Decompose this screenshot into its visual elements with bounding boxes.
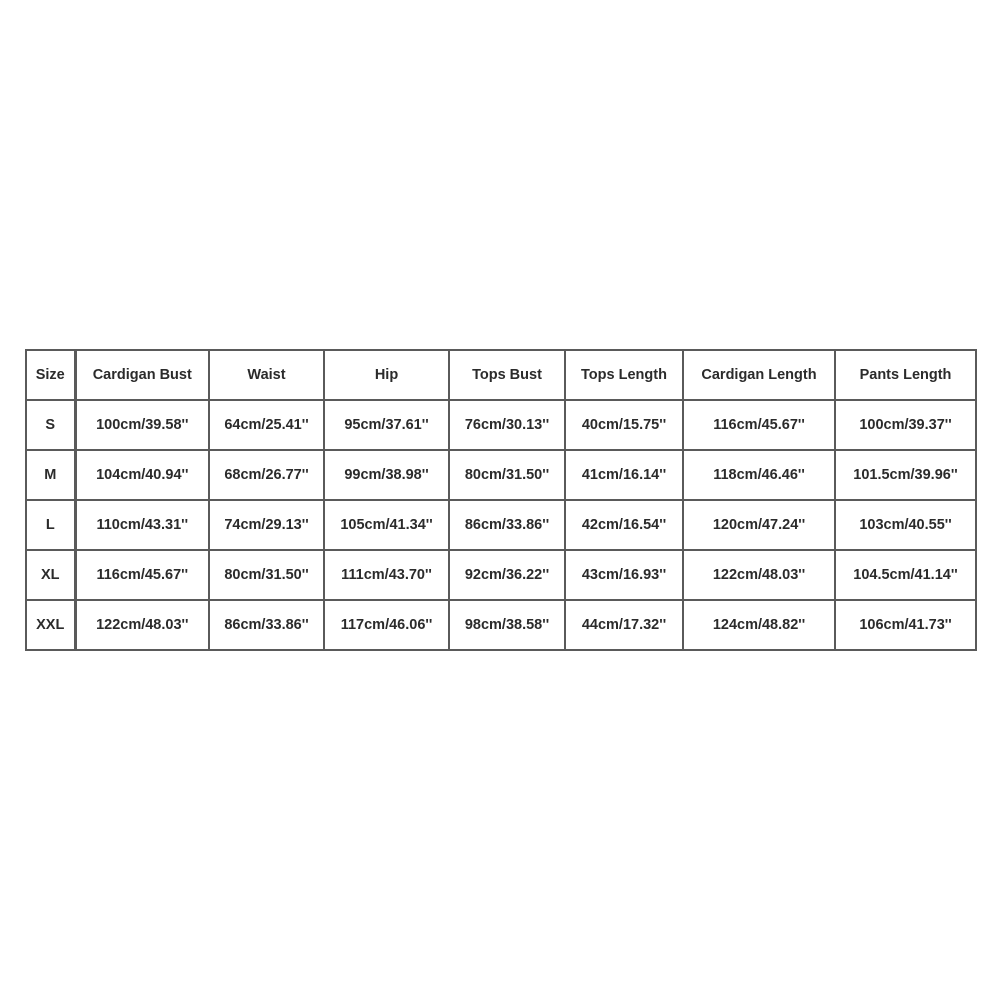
table-cell: 42cm/16.54'' — [565, 500, 683, 550]
table-cell: 116cm/45.67'' — [683, 400, 835, 450]
table-cell: 99cm/38.98'' — [324, 450, 449, 500]
table-cell: 104cm/40.94'' — [75, 450, 209, 500]
table-cell: 43cm/16.93'' — [565, 550, 683, 600]
table-cell: 76cm/30.13'' — [449, 400, 565, 450]
header-tops-bust: Tops Bust — [449, 350, 565, 400]
table-row — [26, 600, 976, 650]
table-cell: 41cm/16.14'' — [565, 450, 683, 500]
size-cell: XL — [26, 550, 75, 600]
table-cell: 68cm/26.77'' — [209, 450, 324, 500]
table-cell: 103cm/40.55'' — [835, 500, 976, 550]
size-cell: M — [26, 450, 75, 500]
table-cell: 124cm/48.82'' — [683, 600, 835, 650]
table-cell: 80cm/31.50'' — [449, 450, 565, 500]
table-cell: 110cm/43.31'' — [75, 500, 209, 550]
table-cell: 86cm/33.86'' — [449, 500, 565, 550]
size-cell: XXL — [26, 600, 75, 650]
header-hip: Hip — [324, 350, 449, 400]
table-cell: 122cm/48.03'' — [683, 550, 835, 600]
table-cell: 40cm/15.75'' — [565, 400, 683, 450]
table-cell: 100cm/39.37'' — [835, 400, 976, 450]
table-cell: 116cm/45.67'' — [75, 550, 209, 600]
table-cell: 122cm/48.03'' — [75, 600, 209, 650]
table-cell: 80cm/31.50'' — [209, 550, 324, 600]
table-cell: 106cm/41.73'' — [835, 600, 976, 650]
table-row — [26, 400, 976, 450]
table-cell: 44cm/17.32'' — [565, 600, 683, 650]
table-cell: 86cm/33.86'' — [209, 600, 324, 650]
table-cell: 98cm/38.58'' — [449, 600, 565, 650]
table-cell: 74cm/29.13'' — [209, 500, 324, 550]
header-waist: Waist — [209, 350, 324, 400]
table-cell: 100cm/39.58'' — [75, 400, 209, 450]
table-cell: 64cm/25.41'' — [209, 400, 324, 450]
size-cell: S — [26, 400, 75, 450]
size-chart-table — [25, 349, 977, 651]
size-cell: L — [26, 500, 75, 550]
table-cell: 111cm/43.70'' — [324, 550, 449, 600]
table-cell: 101.5cm/39.96'' — [835, 450, 976, 500]
header-row — [26, 350, 976, 400]
header-size: Size — [26, 350, 75, 400]
table-cell: 105cm/41.34'' — [324, 500, 449, 550]
header-tops-length: Tops Length — [565, 350, 683, 400]
table-row — [26, 450, 976, 500]
table-cell: 95cm/37.61'' — [324, 400, 449, 450]
table-cell: 92cm/36.22'' — [449, 550, 565, 600]
table-cell: 118cm/46.46'' — [683, 450, 835, 500]
header-pants-length: Pants Length — [835, 350, 976, 400]
header-cardigan-bust: Cardigan Bust — [75, 350, 209, 400]
table-cell: 120cm/47.24'' — [683, 500, 835, 550]
table-row — [26, 500, 976, 550]
table-row — [26, 550, 976, 600]
table-cell: 117cm/46.06'' — [324, 600, 449, 650]
header-cardigan-length: Cardigan Length — [683, 350, 835, 400]
table-cell: 104.5cm/41.14'' — [835, 550, 976, 600]
